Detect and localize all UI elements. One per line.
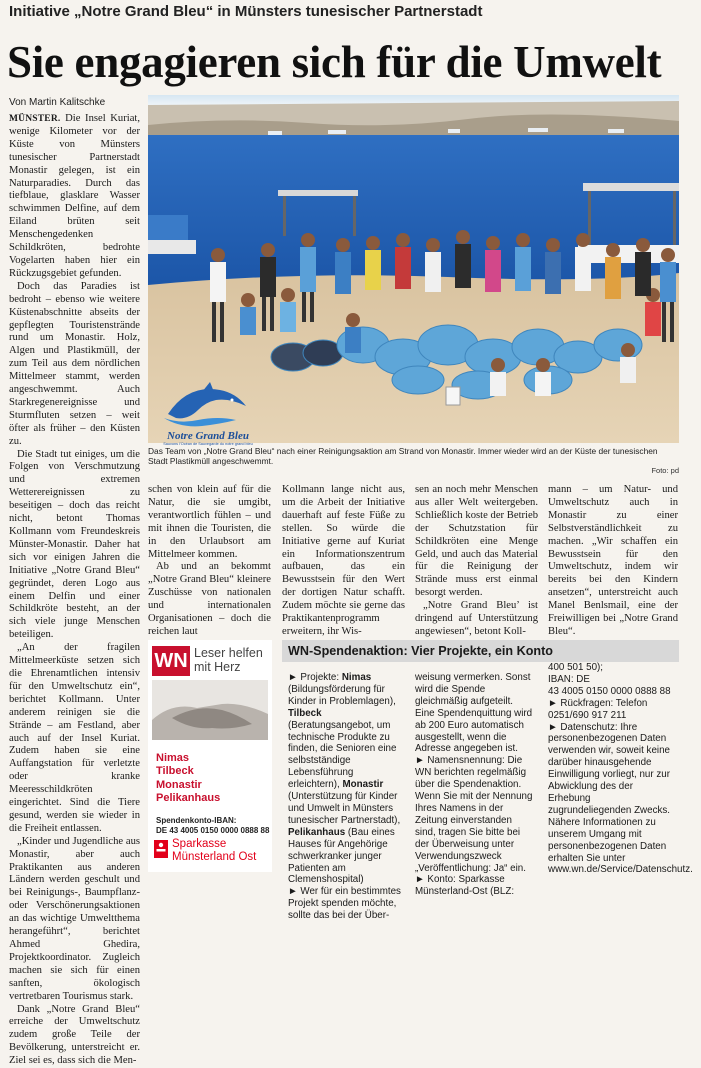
bank-name-1: Sparkasse (172, 838, 227, 850)
leser-helfen-ad (148, 640, 272, 872)
paragraph: ► Namensnennung: Die WN berichten regelmäßig über die Spendenaktion. Wenn Sie mit der Nennung Ihres Namens in der Zeitung einverstanden sind, tragen Sie bitte bei der Überweisung unter Verwendungszweck „Veröffentlichung: Ja“ ein. (415, 755, 533, 874)
wn-logo: WN (152, 646, 190, 676)
handshake-icon (152, 680, 268, 740)
paragraph: „Notre Grand Bleu’ ist dringend auf Unterstützung angewiesen“, betont Koll- (415, 600, 538, 637)
donation-column-3 (548, 662, 693, 876)
bank-code: 400 501 50); (548, 662, 604, 673)
donation-column-2 (415, 672, 533, 898)
article-column-1 (9, 113, 140, 1068)
iban-number: 43 4005 0150 0000 0888 88 (548, 685, 671, 697)
donation-column-1 (288, 672, 406, 922)
paragraph: „Kinder und Jugendliche aus Monastir, aber auch Praktikanten aus anderen Ländern werden geschult und bei Reinigungs-, Baumpflanz- oder Verschönerungsaktionen an das wichtige Umweltthema herangeführt“, berichtet Ahmed Ghedira, Projektkoordinator. Zugleich machen sie sich für einen sanften, ökologisch vertretbaren Tourismus stark. (9, 835, 140, 1002)
project-name: Monastir (156, 778, 202, 791)
privacy-note: ► Datenschutz: Ihre personenbezogenen Daten verwenden wir, soweit keine darüber hinausgehende Einwilligung vorliegt, nur zur Abwicklung des der Erhebung zugrundeliegenden Zwecks. Nähere Informationen zu unserem Umgang mit personenbezogenen Daten erhalten Sie unter www.wn.de/Service/Datenschutz. (548, 721, 693, 876)
headline: Sie engagieren sich für die Umwelt (7, 37, 662, 87)
project-nimas: Nimas (341, 672, 372, 683)
dolphin-icon (158, 380, 258, 428)
project-name: Nimas (156, 752, 190, 764)
paragraph: Doch das Paradies ist bedroht – ebenso wie weitere Küstenabschnitte abseits der gepflegten Touristenstrände rund um Monastir. Holz, Algen und Plastikmüll, der zum Teil aus dem nördlichen Mittelmeer stammt, werden angeschwemmt. Auch Starkregenereignisse und Sturmfluten setzen – weit öfter als früher – den Küsten zu. (9, 280, 140, 447)
iban-label: Spendenkonto-IBAN: (156, 816, 237, 825)
article-column-3 (282, 484, 405, 639)
paragraph: ► Wer für ein bestimmtes Projekt spenden möchte, sollte das bei der Über- (288, 886, 401, 922)
project-tilbeck: Tilbeck (288, 707, 322, 719)
photo-caption: Das Team von „Notre Grand Bleu“ nach einer Reinigungsaktion am Strand von Monastir. Immer wieder wird an der Küste der tunesischen Stadt Plastikmüll angeschwemmt. (148, 446, 658, 466)
project-monastir: Monastir (342, 779, 384, 791)
paragraph: Kollmann lange nicht aus, um die Arbeit der Initiative dauerhaft auf feste Füße zu stellen. So würde die Initiative gerne auf Kuriat ein Informationszentrum aufbauen, das ein Bewusstsein für den Wert der dortigen Natur schafft. Zudem möchte sie gerne das Praktikantenprogramm erweitern, ihr Wis- (282, 484, 405, 637)
text-run: (Unterstützung für Kinder und Umwelt in Münsters tunesischer Partnerstadt), (288, 791, 401, 826)
text-run: (Beratungsangebot, um technische Produkte zu finden, die Senioren eine selbstständige Lebensführung erleichtern), (288, 719, 397, 791)
project-name: Pelikanhaus (156, 792, 221, 805)
article-column-4 (415, 484, 538, 639)
kicker: Initiative „Notre Grand Bleu“ in Münsters tunesischer Partnerstadt (9, 3, 483, 20)
article-column-5 (548, 484, 678, 639)
logo-subtext: Sauvons l’Océan de Sauvegarde du notre grand bleu (163, 442, 253, 446)
notre-grand-bleu-logo (158, 380, 258, 446)
text-run: (Bildungsförderung für Kinder in Problemlagen), (288, 683, 396, 707)
paragraph: mann – um Natur- und Umweltschutz auch in Monastir zu einer Selbstverständlichkeit zu machen. „Wir schaffen ein Bewusstsein für den Umweltschutz, indem wir bereits bei den Kindern ansetzen“, unterstreicht auch Manel Benlsmail, eine der Freiwilligen bei „Notre Grand Bleu“. (548, 484, 678, 637)
iban-number: DE 43 4005 0150 0000 0888 88 (156, 826, 270, 835)
paragraph: „An der fragilen Mittelmeerküste setzen sich die Ehrenamtlichen intensiv für den Umweltschutz ein“, berichtet Kollmann. Unter anderem reinigen sie die Strände – am Festland, aber auch auf der Insel Kuriat. Zudem haben sie eine Auffangstation für verletzte oder kranke Meeresschildkröten eingerichtet. Sind die Tiere gesund, werden sie wieder in die Freiheit entlassen. (9, 642, 140, 834)
paragraph: Dank „Notre Grand Bleu“ erreiche der Umweltschutz zudem große Teile der Bevölkerung, unterstreicht er. Ziel sei es, dass sich die Men- (9, 1003, 140, 1067)
project-name: Tilbeck (156, 765, 194, 778)
photo-credit: Foto: pd (651, 466, 679, 475)
paragraph: sen an noch mehr Menschen aus aller Welt weitergeben. Schließlich koste der Betrieb der Schutzstation für Schildkröten eine Menge Geld, und auch das Material für die Reinigung der Strände muss erst einmal besorgt werden. (415, 484, 538, 599)
paragraph: schen von klein auf für die Natur, die sie umgibt, verantwortlich fühlen – und mit ihnen die Touristen, die in den Urlaubsort am Mittelmeer kommen. (148, 484, 271, 560)
article-column-2 (148, 484, 271, 639)
text-run: (Bau eines Hauses für Angehörige schwerkranker junger Patienten am Clemenshospital) (288, 826, 395, 886)
paragraph: ► Konto: Sparkasse Münsterland-Ost (BLZ: (415, 874, 515, 898)
paragraph: Ab und an bekommt „Notre Grand Bleu“ kleinere Zuschüsse von nationalen und internationalen Organisationen – doch die reichen laut (148, 561, 271, 637)
paragraph: Die Insel Kuriat, wenige Kilometer vor der Küste von Münsters tunesischer Partnerstadt Monastir gelegen, ist ein Naturparadies. Durch das tiefblaue, glasklare Wasser schwimmen Delfine, auf dem Eiland brüten seit Menschengedenken Schildkröten, bedrohte Vogelarten haben hier ein Rückzugsgebiet gefunden. (9, 113, 140, 279)
paragraph: Die Stadt tut einiges, um die Folgen von Verschmutzung und extremen Wetterereignissen zu beseitigen – doch das reicht nicht, betont Thomas Kollmann vom Freundeskreis Münster-Monastir. Daher hat sich vor einigen Jahren die Initiative „Notre Grand Bleu“ gegründet, deren Logo aus einem Delfin und einer Schildkröte besteht, an der sich viele junge Menschen beteiligen. (9, 448, 140, 641)
logo-text: Notre Grand Bleu (167, 430, 249, 442)
text-run: ► Projekte: (288, 672, 342, 683)
paragraph: weisung vermerken. Sonst wird die Spende gleichmäßig aufgeteilt. Eine Spendenquittung wird ab 200 Euro automatisch ausgestellt, wenn die Adresse angegeben ist. (415, 672, 533, 755)
bank-name-2: Münsterland Ost (172, 850, 257, 863)
donation-info-box (282, 640, 693, 922)
project-pelikanhaus: Pelikanhaus (288, 826, 346, 838)
iban-label: IBAN: DE (548, 673, 590, 685)
sparkasse-icon (154, 840, 168, 858)
dateline: MÜNSTER. (9, 114, 61, 124)
byline: Von Martin Kalitschke (9, 97, 106, 108)
donation-title: WN-Spendenaktion: Vier Projekte, ein Konto (282, 640, 679, 662)
slogan-line-2: mit Herz (194, 660, 241, 674)
contact-phone: ► Rückfragen: Telefon 0251/690 917 211 (548, 697, 648, 721)
slogan-line-1: Leser helfen (194, 646, 263, 660)
handshake-image (152, 680, 268, 740)
